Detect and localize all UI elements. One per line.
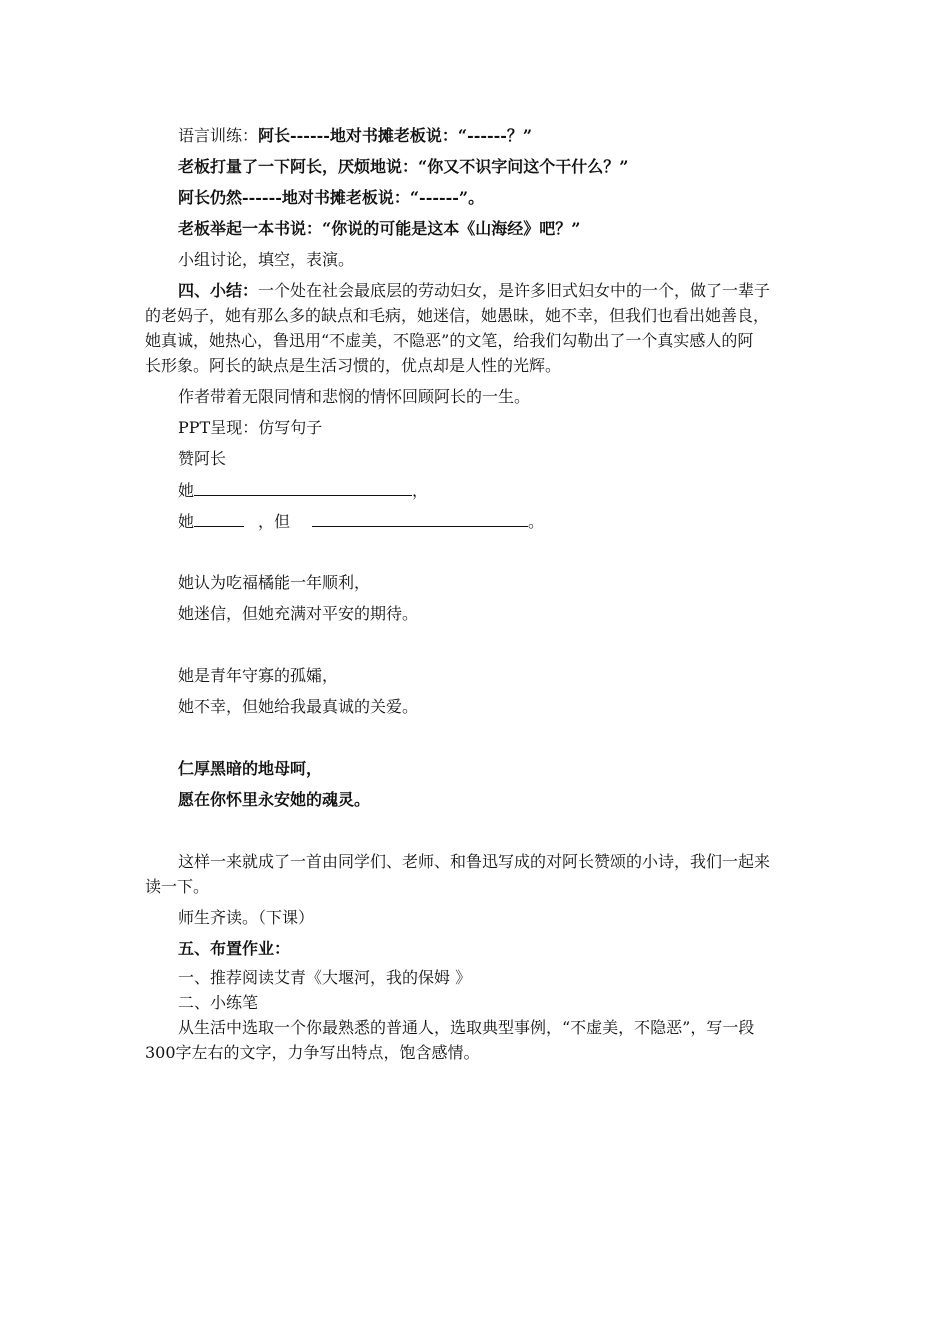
- summary-line2: 的老妈子，她有那么多的缺点和毛病，她迷信，她愚昧，她不幸，但我们也看出她善良，: [145, 306, 770, 325]
- summary-line4: 长形象。阿长的缺点是生活习惯的，优点却是人性的光辉。: [145, 356, 562, 375]
- language-training-instruction: 小组讨论，填空，表演。: [178, 250, 355, 269]
- language-training-line1: [178, 126, 950, 146]
- template2-prefix: 她: [178, 512, 195, 531]
- homework-item2-line1: 从生活中选取一个你最熟悉的普通人，选取典型事例，“不虚美，不隐恶”，写一段: [178, 1018, 755, 1037]
- fill-blank-1: [194, 480, 412, 496]
- template2-middle: ，但: [258, 512, 291, 531]
- ppt-text: 仿写句子: [258, 418, 323, 437]
- homework-heading: 五、布置作业：: [178, 939, 291, 958]
- poem-stanza3-line1: 仁厚黑暗的地母呵，: [178, 759, 323, 778]
- language-training-dialogue3: 阿长仍然------地对书摊老板说：“------”。: [178, 188, 485, 207]
- poem-stanza3-line2: 愿在你怀里永安她的魂灵。: [178, 790, 371, 809]
- homework-item2-line2: 300字左右的文字，力争写出特点，饱含感情。: [145, 1043, 480, 1062]
- language-training-label: 语言训练：: [178, 126, 259, 145]
- summary-line5: 作者带着无限同情和悲悯的情怀回顾阿长的一生。: [178, 387, 531, 406]
- template2-suffix: 。: [528, 512, 545, 531]
- template1-prefix: 她: [178, 481, 195, 500]
- ppt-template1: [178, 480, 950, 501]
- homework-item2: 二、小练笔: [178, 993, 259, 1012]
- closing-line3: 师生齐读。（下课）: [178, 908, 315, 927]
- fill-blank-3: [312, 511, 528, 527]
- language-training-dialogue1: 阿长------地对书摊老板说：“------？”: [258, 126, 533, 145]
- ppt-label: PPT呈现：: [178, 418, 259, 437]
- ppt-line: [178, 418, 950, 438]
- closing-line2: 读一下。: [145, 877, 210, 896]
- ppt-title: 赞阿长: [178, 449, 227, 468]
- summary-line3: 她真诚，她热心，鲁迅用“不虚美，不隐恶”的文笔，给我们勾勒出了一个真实感人的阿: [145, 331, 754, 350]
- language-training-dialogue4: 老板举起一本书说：“你说的可能是这本《山海经》吧？”: [178, 219, 581, 238]
- template1-suffix: ，: [412, 481, 429, 500]
- summary-text1: 一个处在社会最底层的劳动妇女，是许多旧式妇女中的一个，做了一辈子: [258, 281, 771, 300]
- closing-line1: 这样一来就成了一首由同学们、老师、和鲁迅写成的对阿长赞颂的小诗，我们一起来: [178, 852, 771, 871]
- ppt-template2: [178, 511, 950, 532]
- summary-heading: 四、小结：: [178, 281, 259, 300]
- language-training-dialogue2: 老板打量了一下阿长，厌烦地说：“你又不识字问这个干什么？”: [178, 157, 629, 176]
- poem-stanza1-line2: 她迷信，但她充满对平安的期待。: [178, 604, 419, 623]
- homework-item1: 一、推荐阅读艾青《大堰河，我的保姆 》: [178, 968, 472, 987]
- poem-stanza1-line1: 她认为吃福橘能一年顺利，: [178, 573, 371, 592]
- poem-stanza2-line2: 她不幸，但她给我最真诚的关爱。: [178, 697, 419, 716]
- summary-line1: [178, 281, 950, 301]
- poem-stanza2-line1: 她是青年守寡的孤孀，: [178, 666, 339, 685]
- fill-blank-2: [194, 511, 244, 527]
